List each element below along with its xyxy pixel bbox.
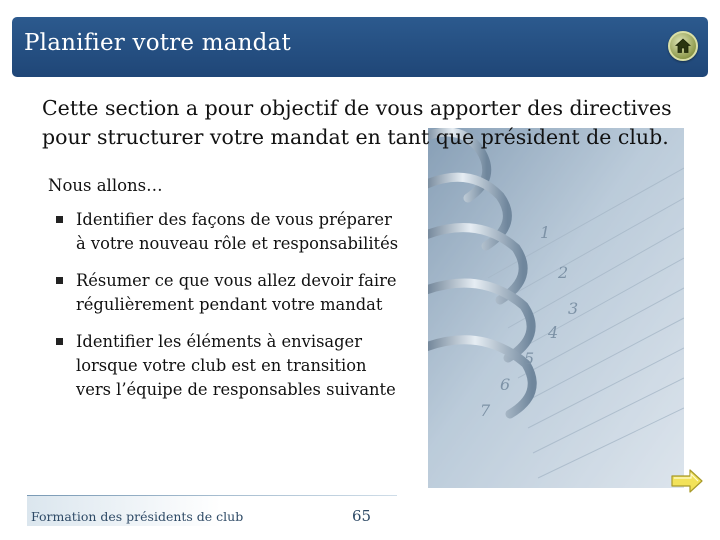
calendar-number: 2 — [558, 263, 569, 282]
bullet-square-icon — [56, 216, 63, 223]
bullet-text: Résumer ce que vous allez devoir faire régulièrement pendant votre mandat — [76, 270, 397, 315]
calendar-number: 1 — [540, 223, 551, 242]
slide-title: Planifier votre mandat — [24, 30, 291, 56]
bullet-list — [56, 208, 401, 415]
footer-label: Formation des présidents de club — [31, 509, 244, 524]
calendar-binder-photo — [428, 128, 684, 488]
title-bar — [12, 17, 708, 77]
bullet-item — [56, 208, 401, 257]
next-slide-button[interactable] — [670, 468, 704, 494]
bullet-text: Identifier des façons de vous préparer à votre nouveau rôle et responsabilités — [76, 210, 399, 254]
calendar-number: 3 — [568, 299, 579, 318]
calendar-binder-image — [428, 128, 684, 488]
bullet-square-icon — [56, 338, 63, 345]
bullet-item — [56, 269, 401, 318]
home-icon — [674, 37, 692, 55]
page-number: 65 — [352, 507, 372, 525]
bullet-item — [56, 330, 401, 403]
lead-text: Nous allons… — [48, 176, 163, 195]
bullet-text: Identifier les éléments à envisager lorsque votre club est en transition vers l’équipe de responsables suivante — [76, 331, 396, 400]
bullet-square-icon — [56, 277, 63, 284]
next-arrow-icon — [670, 468, 704, 494]
intro-paragraph: Cette section a pour objectif de vous apporter des directives pour structurer votre mandat en tant que président de club. — [42, 96, 672, 149]
calendar-number: 4 — [548, 323, 559, 342]
calendar-number: 7 — [480, 401, 491, 420]
calendar-number: 5 — [524, 349, 535, 368]
calendar-number: 6 — [500, 375, 511, 394]
home-button[interactable] — [668, 31, 698, 61]
